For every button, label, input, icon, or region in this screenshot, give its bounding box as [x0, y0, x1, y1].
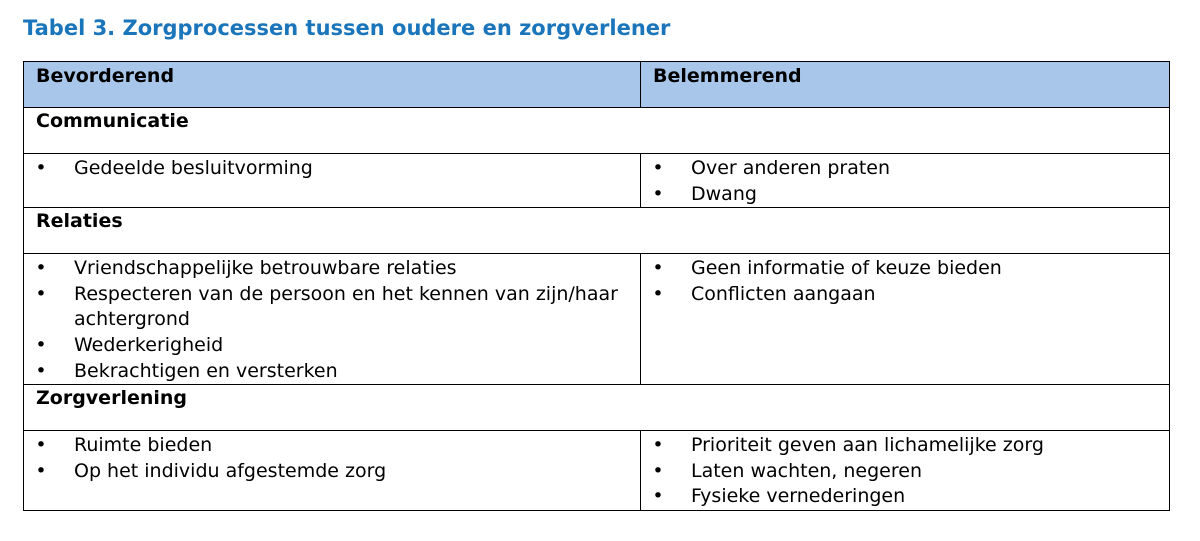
- list-item-text: Ruimte bieden: [74, 434, 213, 457]
- table-title: Tabel 3. Zorgprocessen tussen oudere en zorgverlener: [23, 16, 671, 40]
- list-item: [651, 282, 1161, 308]
- list-item: [651, 459, 1161, 485]
- items-row-zorgverlening: [24, 431, 1170, 511]
- list-item-text: Wederkerigheid: [74, 333, 224, 356]
- bullet-icon: •: [35, 359, 47, 382]
- list-item: [34, 433, 632, 459]
- list-item: [651, 433, 1161, 459]
- bullet-icon: •: [35, 333, 47, 356]
- items-row-relaties: [24, 254, 1170, 385]
- list-item: [34, 359, 632, 385]
- belemmerend-cell: [641, 154, 1170, 208]
- section-title: Relaties: [24, 208, 1170, 254]
- bullet-icon: •: [35, 257, 47, 280]
- list-item-text: Gedeelde besluitvorming: [74, 157, 313, 179]
- bevorderend-cell: [24, 431, 641, 511]
- belemmerend-cell: [641, 254, 1170, 385]
- bullet-icon: •: [35, 282, 47, 305]
- belemmerend-cell: [641, 431, 1170, 511]
- list-item: [34, 459, 632, 485]
- list-item: [34, 256, 632, 282]
- list-item-text: Bekrachtigen en versterken: [74, 359, 338, 382]
- bevorderend-cell: [24, 254, 641, 385]
- bullet-icon: •: [652, 459, 664, 482]
- bullet-icon: •: [652, 434, 664, 457]
- header-belemmerend: Belemmerend: [641, 62, 1170, 108]
- list-item-text: Laten wachten, negeren: [691, 459, 922, 482]
- list-item-text: Op het individu afgestemde zorg: [74, 459, 387, 482]
- items-row-communicatie: [24, 154, 1170, 208]
- section-title: Communicatie: [24, 108, 1170, 154]
- section-row-relaties: [24, 208, 1170, 254]
- bullet-icon: •: [652, 157, 664, 179]
- section-row-communicatie: [24, 108, 1170, 154]
- bullet-icon: •: [35, 157, 47, 179]
- list-item-text: Geen informatie of keuze bieden: [691, 257, 1002, 280]
- header-bevorderend: Bevorderend: [24, 62, 641, 108]
- section-row-zorgverlening: [24, 385, 1170, 431]
- list-item-text: Conflicten aangaan: [691, 282, 876, 305]
- list-item-text: Prioriteit geven aan lichamelijke zorg: [691, 434, 1044, 457]
- list-item: [34, 282, 632, 333]
- table-header-row: [24, 62, 1170, 108]
- care-processes-table: [23, 61, 1170, 511]
- bullet-icon: •: [652, 257, 664, 280]
- list-item: [34, 333, 632, 359]
- bullet-icon: •: [652, 485, 664, 508]
- list-item: [34, 156, 632, 182]
- bullet-icon: •: [652, 182, 664, 205]
- list-item-text: Vriendschappelijke betrouwbare relaties: [74, 257, 457, 280]
- list-item: [651, 256, 1161, 282]
- bullet-icon: •: [35, 434, 47, 457]
- list-item-text: Dwang: [691, 182, 757, 205]
- list-item-text: Fysieke vernederingen: [691, 485, 906, 508]
- list-item: [651, 182, 1161, 208]
- list-item: [651, 484, 1161, 510]
- bullet-icon: •: [652, 282, 664, 305]
- bullet-icon: •: [35, 459, 47, 482]
- list-item: [651, 156, 1161, 182]
- list-item-text: Over anderen praten: [691, 157, 891, 179]
- bevorderend-cell: [24, 154, 641, 208]
- list-item-text: Respecteren van de persoon en het kennen van zijn/haar achtergrond: [74, 282, 618, 331]
- section-title: Zorgverlening: [24, 385, 1170, 431]
